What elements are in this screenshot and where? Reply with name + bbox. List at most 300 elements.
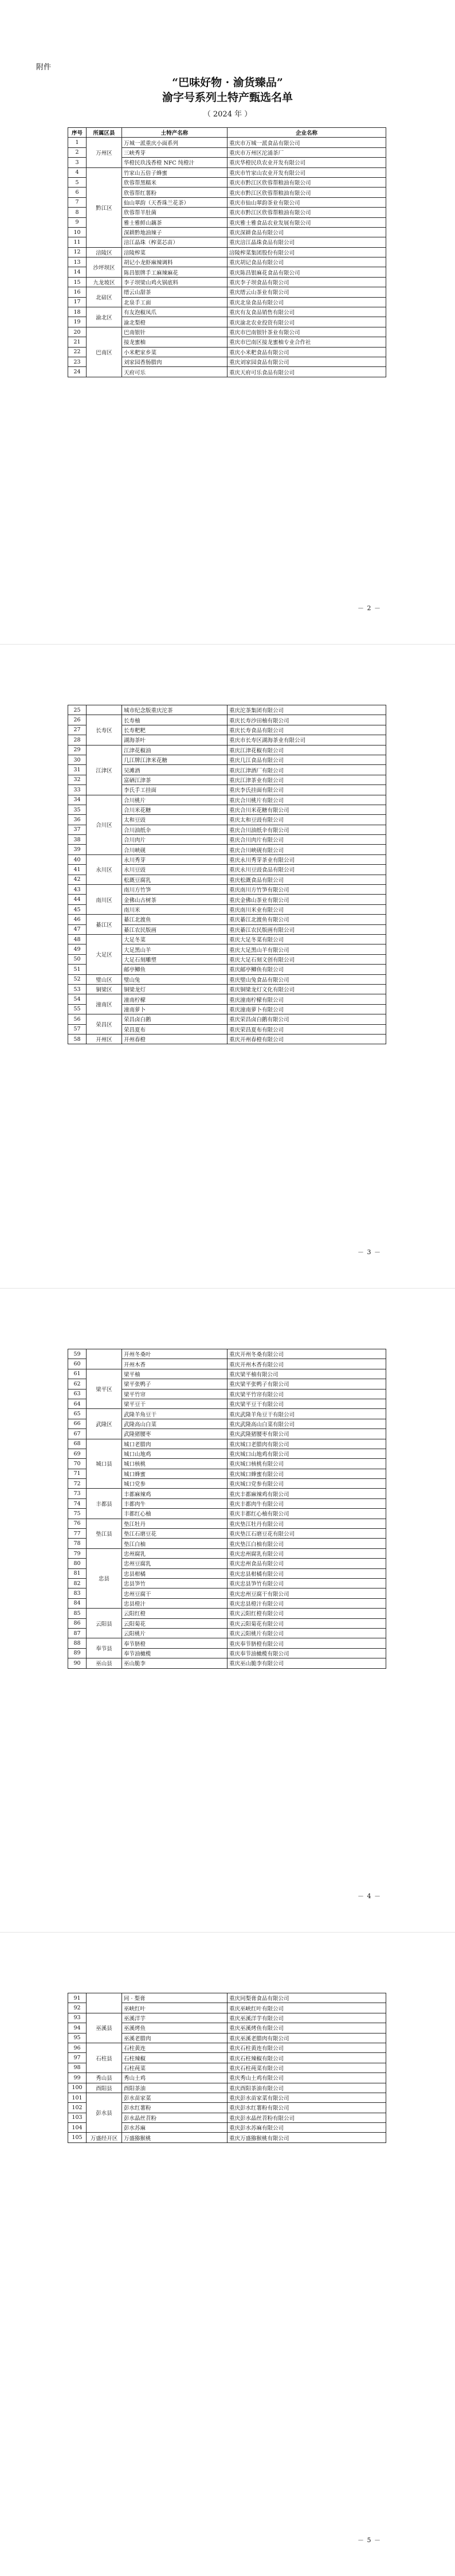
row-district: 璧山区: [87, 974, 122, 984]
row-product: 石柱辣椒: [122, 2053, 227, 2063]
row-company: 重庆潼南萝卜有限公司: [227, 1004, 386, 1014]
row-district: 石柱县: [87, 2043, 122, 2072]
row-company: 重庆渝北农业投资有限公司: [227, 317, 386, 327]
row-seq: 59: [68, 1349, 87, 1359]
attachment-label: 附件: [36, 63, 52, 72]
row-company: 重庆城口蜂蜜有限公司: [227, 1469, 386, 1478]
row-district: 渝北区: [87, 307, 122, 327]
row-company: 重庆陈昌银麻花食品有限公司: [227, 267, 386, 277]
row-seq: 42: [68, 875, 87, 884]
row-company: 重庆巫溪洋芋有限公司: [227, 2013, 386, 2023]
row-product: 武隆高山白菜: [122, 1419, 227, 1428]
row-product: 合川峡砚: [122, 845, 227, 854]
row-company: 重庆忠县柑橘有限公司: [227, 1568, 386, 1578]
row-seq: 56: [68, 1014, 87, 1024]
row-district: 彭水县: [87, 2093, 122, 2133]
row-seq: 92: [68, 2003, 87, 2013]
row-seq: 9: [68, 217, 87, 227]
row-district: [87, 1349, 122, 1369]
row-seq: 101: [68, 2093, 87, 2102]
row-product: 巫山脆李: [122, 1658, 227, 1668]
row-company: 重庆有友食品销售有限公司: [227, 307, 386, 317]
row-company: 重庆李氏挂面有限公司: [227, 785, 386, 795]
row-district: 酉阳县: [87, 2083, 122, 2093]
row-company: 重庆几江食品有限公司: [227, 755, 386, 764]
row-district: 云阳县: [87, 1609, 122, 1638]
row-seq: 91: [68, 1993, 87, 2003]
row-seq: 13: [68, 257, 87, 267]
table-row: [68, 1409, 386, 1419]
row-seq: 22: [68, 347, 87, 357]
row-district: [87, 1993, 122, 2013]
row-company: 重庆江津茶业有限公司: [227, 775, 386, 784]
row-company: 重庆石柱辣椒有限公司: [227, 2053, 386, 2063]
row-product: 刘家园香肠腊肉: [122, 357, 227, 366]
row-product: 忠县橙汁: [122, 1598, 227, 1608]
row-seq: 41: [68, 865, 87, 875]
row-product: 雅士雅鲜山藕茶: [122, 217, 227, 227]
row-product: 丰都肉牛: [122, 1498, 227, 1508]
row-company: 重庆荣昌卤白鹅有限公司: [227, 1014, 386, 1024]
row-seq: 46: [68, 915, 87, 924]
row-company: 重庆巫溪老腊肉有限公司: [227, 2033, 386, 2043]
table-row: [68, 138, 386, 147]
page-number: － 5 －: [358, 2536, 381, 2544]
row-seq: 37: [68, 825, 87, 834]
row-company: 重庆南川方竹笋有限公司: [227, 885, 386, 895]
row-product: 云阳桃片: [122, 1628, 227, 1638]
row-district: 南川区: [87, 885, 122, 915]
row-seq: 31: [68, 765, 87, 775]
row-seq: 7: [68, 197, 87, 207]
row-seq: 60: [68, 1359, 87, 1369]
row-company: 重庆秀山土鸡有限公司: [227, 2073, 386, 2083]
row-seq: 65: [68, 1409, 87, 1419]
row-product: 巫溪烤鱼: [122, 2023, 227, 2033]
page-separator: [0, 1288, 455, 1289]
row-seq: 87: [68, 1628, 87, 1638]
table-row: [68, 795, 386, 805]
row-product: 天府可乐: [122, 367, 227, 377]
row-product: 垫江白柚: [122, 1539, 227, 1548]
row-seq: 43: [68, 885, 87, 895]
row-seq: 19: [68, 317, 87, 327]
page-number: － 4 －: [358, 1892, 381, 1900]
row-product: 松溉豆腐乳: [122, 875, 227, 884]
row-product: 梁平张鸭子: [122, 1379, 227, 1389]
row-seq: 80: [68, 1559, 87, 1568]
row-district: 九龙坡区: [87, 277, 122, 287]
row-product: 长寿粑粑: [122, 725, 227, 735]
table-row: [68, 745, 386, 755]
row-district: 合川区: [87, 795, 122, 854]
row-seq: 18: [68, 307, 87, 317]
row-district: 潼南区: [87, 994, 122, 1014]
row-company: 重庆缙云山茶业有限公司: [227, 287, 386, 297]
row-seq: 86: [68, 1618, 87, 1628]
row-company: 重庆丰都红心柚有限公司: [227, 1509, 386, 1519]
row-seq: 90: [68, 1658, 87, 1668]
header-company: 企业名称: [227, 128, 386, 138]
row-seq: 21: [68, 337, 87, 347]
row-product: 綦江北渡鱼: [122, 915, 227, 924]
row-product: 丰都麻辣鸡: [122, 1489, 227, 1498]
row-product: 城口党参: [122, 1479, 227, 1489]
row-product: 梁平豆干: [122, 1399, 227, 1408]
table-row: [68, 2073, 386, 2083]
row-seq: 95: [68, 2033, 87, 2043]
row-product: 彭水苗家菜: [122, 2093, 227, 2102]
row-seq: 68: [68, 1439, 87, 1449]
table-row: [68, 1349, 386, 1359]
row-seq: 62: [68, 1379, 87, 1389]
row-product: 彭水苏麻: [122, 2123, 227, 2133]
row-seq: 82: [68, 1578, 87, 1588]
row-seq: 97: [68, 2053, 87, 2063]
row-product: 李氏手工挂面: [122, 785, 227, 795]
table-row: [68, 257, 386, 267]
row-product: 奉节脐橙: [122, 1638, 227, 1648]
row-seq: 49: [68, 944, 87, 954]
row-company: 重庆开州木香有限公司: [227, 1359, 386, 1369]
row-company: 重庆南川米业有限公司: [227, 904, 386, 914]
row-product: 潼南柠檬: [122, 994, 227, 1004]
row-product: 大足石刻雕塑: [122, 954, 227, 964]
table-row: [68, 885, 386, 895]
row-company: 重庆云阳桃片有限公司: [227, 1628, 386, 1638]
page-separator: [0, 1932, 455, 1933]
table-row: [68, 307, 386, 317]
row-company: 重庆合川米花糖有限公司: [227, 805, 386, 814]
row-company: 重庆云阳菊花有限公司: [227, 1618, 386, 1628]
row-seq: 1: [68, 138, 87, 147]
row-company: 重庆梁平豆干有限公司: [227, 1399, 386, 1408]
title-line-2: 渝字号系列土特产甄选名单: [162, 91, 293, 104]
row-seq: 98: [68, 2063, 87, 2072]
row-seq: 15: [68, 277, 87, 287]
row-product: 长寿柚: [122, 715, 227, 725]
row-product: 忠州腐乳: [122, 1548, 227, 1558]
row-product: 南川米: [122, 904, 227, 914]
row-product: 涪江晶珠（榨菜芯苗）: [122, 237, 227, 247]
row-company: 重庆北泉食品有限公司: [227, 297, 386, 307]
row-company: 重庆沱茶集团有限公司: [227, 705, 386, 715]
row-seq: 40: [68, 854, 87, 864]
row-product: 陈昌银牌手工麻辣麻花: [122, 267, 227, 277]
row-company: 重庆荣昌夏布有限公司: [227, 1024, 386, 1034]
row-product: 欣蓉帮羊肚菌: [122, 208, 227, 217]
row-company: 重庆市竹家山农业开发有限公司: [227, 167, 386, 177]
row-company: 重庆彭水晶丝苕粉有限公司: [227, 2113, 386, 2122]
row-company: 重庆奉节脐橙有限公司: [227, 1638, 386, 1648]
row-company: 重庆忠州豆腐干有限公司: [227, 1588, 386, 1598]
row-product: 大足冬菜: [122, 934, 227, 944]
row-seq: 50: [68, 954, 87, 964]
row-seq: 78: [68, 1539, 87, 1548]
row-company: 重庆市长寿区湖海茶业有限公司: [227, 735, 386, 745]
row-company: 重庆刘家园食品有限公司: [227, 357, 386, 366]
row-seq: 55: [68, 1004, 87, 1014]
row-product: 万城一派重庆小面系列: [122, 138, 227, 147]
row-product: 巫溪洋芋: [122, 2013, 227, 2023]
row-seq: 52: [68, 974, 87, 984]
row-product: 彭水晶丝苕粉: [122, 2113, 227, 2122]
row-seq: 28: [68, 735, 87, 745]
table-row: [68, 1609, 386, 1618]
row-district: 忠县: [87, 1548, 122, 1608]
row-product: 荣昌夏布: [122, 1024, 227, 1034]
row-product: 三峡秀芽: [122, 147, 227, 157]
row-seq: 73: [68, 1489, 87, 1498]
table-row: [68, 1658, 386, 1668]
table-row: [68, 1519, 386, 1528]
row-product: 华橙民玖浅香橙 NFC 纯橙汁: [122, 158, 227, 167]
table-row: [68, 277, 386, 287]
row-seq: 77: [68, 1529, 87, 1539]
row-company: 重庆酉阳茶油有限公司: [227, 2083, 386, 2093]
row-seq: 30: [68, 755, 87, 764]
row-district: 荣昌区: [87, 1014, 122, 1035]
row-product: 缙云山甜茶: [122, 287, 227, 297]
row-district: 永川区: [87, 854, 122, 884]
row-company: 重庆松溉食品有限公司: [227, 875, 386, 884]
row-company: 重庆同梨膏食品有限公司: [227, 1993, 386, 2003]
row-seq: 47: [68, 924, 87, 934]
row-district: 武隆区: [87, 1409, 122, 1439]
row-product: 城口山地鸡: [122, 1449, 227, 1458]
row-seq: 34: [68, 795, 87, 805]
row-product: 忠县笋竹: [122, 1578, 227, 1588]
row-company: 重庆忠州腐乳有限公司: [227, 1548, 386, 1558]
page-number: － 2 －: [358, 604, 381, 612]
row-product: 小米粑家乡菜: [122, 347, 227, 357]
header-seq: 序号: [68, 128, 87, 138]
row-seq: 17: [68, 297, 87, 307]
row-company: 重庆铜梁龙灯文化有限公司: [227, 984, 386, 994]
row-company: 重庆垫江白柚有限公司: [227, 1539, 386, 1548]
candidate-table: [68, 705, 386, 1044]
title-line-1: “巴味好物 · 渝货臻品”: [172, 76, 283, 89]
row-seq: 103: [68, 2113, 87, 2122]
row-product: 开州冬桑叶: [122, 1349, 227, 1359]
row-district: 丰都县: [87, 1489, 122, 1519]
row-seq: 76: [68, 1519, 87, 1528]
row-district: [87, 705, 122, 715]
row-product: 邮亭鲫鱼: [122, 965, 227, 974]
table-row: [68, 705, 386, 715]
row-district: 沙坪坝区: [87, 257, 122, 278]
row-product: 石柱莼菜: [122, 2063, 227, 2072]
row-company: 重庆开州春橙有限公司: [227, 1034, 386, 1044]
row-product: 城口核桃: [122, 1459, 227, 1469]
row-product: 江津花椒油: [122, 745, 227, 755]
row-seq: 29: [68, 745, 87, 755]
row-company: 重庆彭水红薯粉有限公司: [227, 2103, 386, 2113]
row-product: 合川米花糖: [122, 805, 227, 814]
page-2: [0, 644, 455, 1288]
row-company: 重庆小米粑食品有限公司: [227, 347, 386, 357]
row-seq: 26: [68, 715, 87, 725]
row-seq: 2: [68, 147, 87, 157]
row-seq: 99: [68, 2073, 87, 2083]
row-company: 重庆市黔江区欣蓉帮粮油有限公司: [227, 177, 386, 187]
row-company: 重庆大足石刻文创有限公司: [227, 954, 386, 964]
row-seq: 83: [68, 1588, 87, 1598]
table-row: [68, 1993, 386, 2003]
row-district: 铜梁区: [87, 984, 122, 994]
row-company: 重庆忠县橙汁有限公司: [227, 1598, 386, 1608]
row-district: 城口县: [87, 1439, 122, 1489]
row-product: 巫峡红叶: [122, 2003, 227, 2013]
row-seq: 67: [68, 1429, 87, 1439]
row-seq: 33: [68, 785, 87, 795]
row-product: 武隆羊角豆干: [122, 1409, 227, 1419]
row-company: 重庆彭水苏麻有限公司: [227, 2123, 386, 2133]
candidate-table: [68, 1993, 386, 2143]
row-company: 重庆武隆高山白菜有限公司: [227, 1419, 386, 1428]
row-product: 潼南萝卜: [122, 1004, 227, 1014]
row-product: 南川方竹笋: [122, 885, 227, 895]
row-seq: 39: [68, 845, 87, 854]
row-seq: 44: [68, 895, 87, 904]
row-company: 重庆邮亭鲫鱼有限公司: [227, 965, 386, 974]
row-district: 綦江区: [87, 915, 122, 935]
table-row: [68, 1034, 386, 1044]
row-product: 接龙蜜柚: [122, 337, 227, 347]
row-seq: 75: [68, 1509, 87, 1519]
row-product: 仙山翠韵（天香珠兰花茶）: [122, 197, 227, 207]
row-company: 重庆綦江农民版画有限公司: [227, 924, 386, 934]
row-company: 重庆合川峡砚有限公司: [227, 845, 386, 854]
row-product: 同 · 梨膏: [122, 1993, 227, 2003]
row-company: 重庆涪江晶珠食品有限公司: [227, 237, 386, 247]
row-seq: 48: [68, 934, 87, 944]
row-seq: 12: [68, 247, 87, 257]
row-product: 铜梁龙灯: [122, 984, 227, 994]
row-seq: 58: [68, 1034, 87, 1044]
row-district: 巫溪县: [87, 2013, 122, 2043]
row-product: 石柱黄连: [122, 2043, 227, 2052]
row-product: 李子坝梁山鸡火锅底料: [122, 277, 227, 287]
table-row: [68, 2133, 386, 2142]
page-3: [0, 1288, 455, 1932]
row-seq: 24: [68, 367, 87, 377]
row-seq: 4: [68, 167, 87, 177]
row-company: 重庆胡记食品有限公司: [227, 257, 386, 267]
row-seq: 104: [68, 2123, 87, 2133]
table-row: [68, 994, 386, 1004]
row-product: 合川肉片: [122, 835, 227, 845]
row-company: 重庆深耕食品有限公司: [227, 227, 386, 237]
table-row: [68, 287, 386, 297]
row-company: 重庆武隆猪腰枣有限公司: [227, 1429, 386, 1439]
row-company: 重庆石柱黄连有限公司: [227, 2043, 386, 2052]
row-product: 梁平柚: [122, 1369, 227, 1379]
row-product: 永川秀芽: [122, 854, 227, 864]
row-company: 重庆大足冬菜有限公司: [227, 934, 386, 944]
row-product: 梁平竹帘: [122, 1389, 227, 1399]
row-seq: 11: [68, 237, 87, 247]
row-company: 重庆垫江牡丹有限公司: [227, 1519, 386, 1528]
row-seq: 25: [68, 705, 87, 715]
row-product: 有友泡椒凤爪: [122, 307, 227, 317]
row-company: 涪陵榨菜集团股份有限公司: [227, 247, 386, 257]
row-product: 合川桃片: [122, 795, 227, 805]
row-district: 万盛经开区: [87, 2133, 122, 2142]
table-row: [68, 915, 386, 924]
row-seq: 53: [68, 984, 87, 994]
page-number: － 3 －: [358, 1248, 381, 1256]
row-seq: 66: [68, 1419, 87, 1428]
row-seq: 16: [68, 287, 87, 297]
row-seq: 23: [68, 357, 87, 366]
row-company: 重庆潼南柠檬有限公司: [227, 994, 386, 1004]
table-row: [68, 2093, 386, 2102]
row-district: 梁平区: [87, 1369, 122, 1409]
row-seq: 81: [68, 1568, 87, 1578]
row-seq: 8: [68, 208, 87, 217]
table-row: [68, 984, 386, 994]
row-seq: 72: [68, 1479, 87, 1489]
row-district: 秀山县: [87, 2073, 122, 2083]
row-company: 重庆綦江北渡鱼有限公司: [227, 915, 386, 924]
row-district: 北碚区: [87, 287, 122, 307]
row-seq: 89: [68, 1648, 87, 1658]
row-seq: 38: [68, 835, 87, 845]
row-product: 深耕黔地油辣子: [122, 227, 227, 237]
row-product: 城口蜂蜜: [122, 1469, 227, 1478]
row-district: 涪陵区: [87, 247, 122, 257]
row-product: 忠州豆腐干: [122, 1588, 227, 1598]
row-seq: 61: [68, 1369, 87, 1379]
row-product: 城口老腊肉: [122, 1439, 227, 1449]
row-district: 奉节县: [87, 1638, 122, 1658]
row-company: 重庆丰都肉牛有限公司: [227, 1498, 386, 1508]
row-company: 重庆武隆羊角豆干有限公司: [227, 1409, 386, 1419]
row-company: 重庆丰都麻辣鸡有限公司: [227, 1489, 386, 1498]
row-product: 城市纪念版重庆沱茶: [122, 705, 227, 715]
row-product: 北泉手工面: [122, 297, 227, 307]
table-row: [68, 1638, 386, 1648]
row-company: 重庆市万州区沱涌茶厂: [227, 147, 386, 157]
row-company: 重庆江津酒厂有限公司: [227, 765, 386, 775]
row-product: 胡记小龙虾麻辣调料: [122, 257, 227, 267]
row-seq: 6: [68, 188, 87, 197]
row-seq: 105: [68, 2133, 87, 2142]
row-company: 重庆万盛猕猴桃有限公司: [227, 2133, 386, 2142]
row-seq: 70: [68, 1459, 87, 1469]
row-product: 垫江牡丹: [122, 1519, 227, 1528]
row-company: 重庆云阳红橙有限公司: [227, 1609, 386, 1618]
row-seq: 51: [68, 965, 87, 974]
row-company: 重庆市黔江区欣蓉帮粮油有限公司: [227, 188, 386, 197]
row-product: 忠州豆腐乳: [122, 1559, 227, 1568]
table-row: [68, 715, 386, 725]
row-seq: 74: [68, 1498, 87, 1508]
header-product: 土特产名称: [122, 128, 227, 138]
table-row: [68, 2043, 386, 2052]
row-product: 大足黑山羊: [122, 944, 227, 954]
row-company: 重庆巫溪烤鱼有限公司: [227, 2023, 386, 2033]
row-district: 江津区: [87, 745, 122, 795]
row-company: 重庆市巴南区接龙蜜柚专业合作社: [227, 337, 386, 347]
row-product: 酉阳茶油: [122, 2083, 227, 2093]
row-seq: 5: [68, 177, 87, 187]
row-product: 湖海茶叶: [122, 735, 227, 745]
table-row: [68, 1439, 386, 1449]
row-seq: 85: [68, 1609, 87, 1618]
row-product: 竹家山五倍子蜂蜜: [122, 167, 227, 177]
